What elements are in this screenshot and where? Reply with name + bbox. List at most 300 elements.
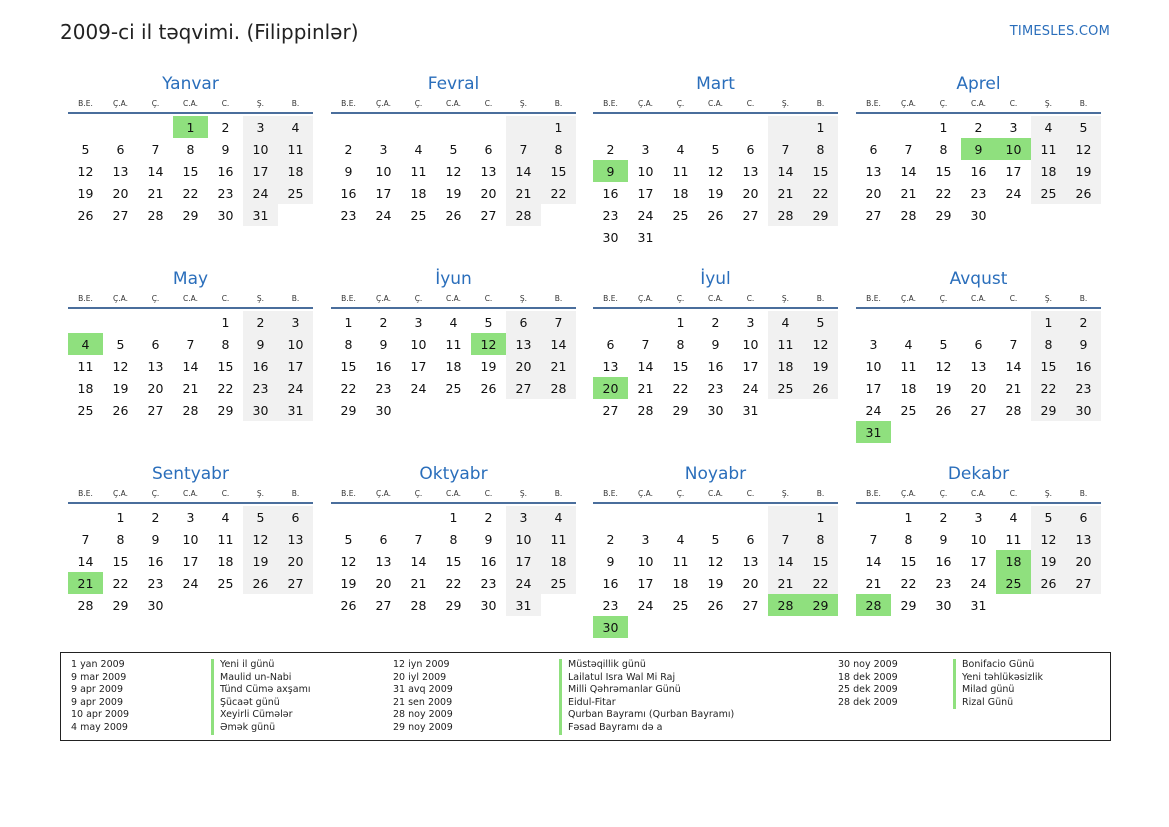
holiday-date: 28 dek 2009 bbox=[838, 696, 898, 708]
day-cell: 7 bbox=[151, 141, 160, 157]
day-cell: 29 bbox=[672, 402, 689, 418]
day-cell: 21 bbox=[410, 575, 427, 591]
day-cell: 26 bbox=[243, 572, 278, 594]
day-cell: 25 bbox=[900, 402, 917, 418]
day-cell: 18 bbox=[900, 380, 917, 396]
day-cell: 18 bbox=[445, 358, 462, 374]
weekday-label: B. bbox=[291, 99, 300, 108]
holiday-name: Bonifacio Günü bbox=[953, 659, 1043, 672]
day-cell: 15 bbox=[217, 358, 234, 374]
day-cell: 19 bbox=[445, 185, 462, 201]
day-cell: 12 bbox=[1066, 138, 1101, 160]
weekday-label: Ş. bbox=[519, 99, 528, 108]
day-cell: 31 bbox=[742, 402, 759, 418]
day-cell: 8 bbox=[449, 531, 458, 547]
weekday-label: B.E. bbox=[866, 99, 881, 108]
weekday-label: Ç.A. bbox=[637, 489, 653, 498]
weekday-label: C. bbox=[484, 489, 493, 498]
month-4 bbox=[68, 269, 313, 421]
day-cell: 20 bbox=[865, 185, 882, 201]
empty-cell bbox=[366, 116, 401, 138]
weekday-label: C. bbox=[221, 99, 230, 108]
day-cell: 15 bbox=[803, 160, 838, 182]
holiday-date: 4 may 2009 bbox=[71, 721, 128, 733]
day-cell: 25 bbox=[768, 377, 803, 399]
day-cell: 23 bbox=[147, 575, 164, 591]
day-cell: 25 bbox=[410, 207, 427, 223]
day-cell: 2 bbox=[711, 314, 720, 330]
weekday-label: C.A. bbox=[445, 99, 461, 108]
day-cell: 16 bbox=[970, 163, 987, 179]
day-cell: 12 bbox=[707, 553, 724, 569]
day-cell: 8 bbox=[221, 336, 230, 352]
day-cell: 23 bbox=[480, 575, 497, 591]
day-cell: 4 bbox=[904, 336, 913, 352]
month-8 bbox=[68, 464, 313, 616]
day-cell: 15 bbox=[182, 163, 199, 179]
weekday-label: C. bbox=[746, 489, 755, 498]
day-cell: 27 bbox=[112, 207, 129, 223]
day-cell: 6 bbox=[151, 336, 160, 352]
weekday-label: B. bbox=[1079, 489, 1088, 498]
day-cell: 11 bbox=[1005, 531, 1022, 547]
day-cell: 18 bbox=[278, 160, 313, 182]
day-cell: 17 bbox=[410, 358, 427, 374]
day-cell: 27 bbox=[506, 377, 541, 399]
day-cell: 11 bbox=[541, 528, 576, 550]
holiday-day-cell: 28 bbox=[768, 594, 803, 616]
weekday-label: Ç.A. bbox=[375, 99, 391, 108]
day-cell: 5 bbox=[449, 141, 458, 157]
holiday-dates-col-2 bbox=[393, 659, 453, 735]
month-name: İyul bbox=[700, 269, 731, 289]
day-cell: 20 bbox=[742, 185, 759, 201]
day-cell: 8 bbox=[1031, 333, 1066, 355]
day-cell: 24 bbox=[865, 402, 882, 418]
day-cell: 11 bbox=[768, 333, 803, 355]
day-cell: 8 bbox=[541, 138, 576, 160]
day-cell: 12 bbox=[445, 163, 462, 179]
day-cell: 2 bbox=[606, 141, 615, 157]
weekday-label: B.E. bbox=[603, 294, 618, 303]
holiday-day-cell: 9 bbox=[593, 160, 628, 182]
day-cell: 22 bbox=[803, 572, 838, 594]
day-cell: 29 bbox=[900, 597, 917, 613]
weekday-label: B.E. bbox=[341, 99, 356, 108]
holiday-day-cell: 25 bbox=[996, 572, 1031, 594]
weekday-label: Ç. bbox=[414, 294, 423, 303]
day-cell: 5 bbox=[81, 141, 90, 157]
empty-cell bbox=[961, 311, 996, 333]
day-cell: 11 bbox=[77, 358, 94, 374]
day-cell: 19 bbox=[1031, 550, 1066, 572]
day-cell: 6 bbox=[506, 311, 541, 333]
holiday-names-col-3 bbox=[953, 659, 1043, 709]
day-cell: 17 bbox=[970, 553, 987, 569]
days-grid bbox=[331, 116, 576, 226]
weekday-label: B. bbox=[554, 294, 563, 303]
holiday-name: Rizal Günü bbox=[953, 697, 1043, 710]
day-cell: 4 bbox=[676, 531, 685, 547]
day-cell: 28 bbox=[182, 402, 199, 418]
weekday-label: B. bbox=[1079, 294, 1088, 303]
day-cell: 17 bbox=[243, 160, 278, 182]
day-cell: 18 bbox=[672, 575, 689, 591]
day-cell: 17 bbox=[637, 575, 654, 591]
empty-cell bbox=[926, 311, 961, 333]
day-cell: 22 bbox=[445, 575, 462, 591]
weekday-header bbox=[331, 98, 576, 114]
weekday-header bbox=[856, 488, 1101, 504]
day-cell: 5 bbox=[711, 531, 720, 547]
day-cell: 16 bbox=[602, 575, 619, 591]
day-cell: 1 bbox=[221, 314, 230, 330]
weekday-label: Ş. bbox=[256, 99, 265, 108]
day-cell: 22 bbox=[900, 575, 917, 591]
day-cell: 3 bbox=[869, 336, 878, 352]
weekday-label: Ş. bbox=[519, 294, 528, 303]
holiday-date: 20 iyl 2009 bbox=[393, 671, 447, 683]
weekday-label: B. bbox=[1079, 99, 1088, 108]
weekday-label: C.A. bbox=[445, 489, 461, 498]
day-cell: 25 bbox=[77, 402, 94, 418]
day-cell: 29 bbox=[217, 402, 234, 418]
day-cell: 28 bbox=[1005, 402, 1022, 418]
day-cell: 25 bbox=[672, 597, 689, 613]
day-cell: 23 bbox=[340, 207, 357, 223]
empty-cell bbox=[593, 311, 628, 333]
day-cell: 19 bbox=[77, 185, 94, 201]
day-cell: 19 bbox=[707, 575, 724, 591]
day-cell: 6 bbox=[1066, 506, 1101, 528]
day-cell: 28 bbox=[410, 597, 427, 613]
weekday-label: B. bbox=[291, 294, 300, 303]
empty-cell bbox=[366, 506, 401, 528]
day-cell: 22 bbox=[803, 182, 838, 204]
day-cell: 8 bbox=[939, 141, 948, 157]
day-cell: 23 bbox=[602, 597, 619, 613]
holiday-name: Milad günü bbox=[953, 684, 1043, 697]
weekday-label: Ş. bbox=[781, 294, 790, 303]
day-cell: 17 bbox=[375, 185, 392, 201]
empty-cell bbox=[663, 116, 698, 138]
day-cell: 23 bbox=[1066, 377, 1101, 399]
day-cell: 12 bbox=[1031, 528, 1066, 550]
day-cell: 3 bbox=[414, 314, 423, 330]
day-cell: 7 bbox=[541, 311, 576, 333]
day-cell: 29 bbox=[182, 207, 199, 223]
day-cell: 1 bbox=[676, 314, 685, 330]
day-cell: 13 bbox=[602, 358, 619, 374]
empty-cell bbox=[768, 506, 803, 528]
month-6 bbox=[593, 269, 838, 421]
day-cell: 16 bbox=[147, 553, 164, 569]
holiday-day-cell: 31 bbox=[856, 421, 891, 443]
day-cell: 7 bbox=[186, 336, 195, 352]
day-cell: 13 bbox=[742, 163, 759, 179]
holiday-date: 18 dek 2009 bbox=[838, 671, 898, 683]
month-name: Dekabr bbox=[947, 464, 1010, 484]
month-name: Yanvar bbox=[162, 74, 219, 94]
day-cell: 14 bbox=[768, 550, 803, 572]
day-cell: 4 bbox=[676, 141, 685, 157]
day-cell: 24 bbox=[375, 207, 392, 223]
day-cell: 30 bbox=[375, 402, 392, 418]
weekday-label: Ş. bbox=[1044, 489, 1053, 498]
weekday-label: C.A. bbox=[182, 489, 198, 498]
day-cell: 1 bbox=[803, 116, 838, 138]
empty-cell bbox=[593, 506, 628, 528]
day-cell: 3 bbox=[641, 531, 650, 547]
day-cell: 2 bbox=[484, 509, 493, 525]
weekday-label: Ç.A. bbox=[637, 99, 653, 108]
day-cell: 23 bbox=[707, 380, 724, 396]
weekday-label: Ç. bbox=[939, 294, 948, 303]
day-cell: 13 bbox=[1066, 528, 1101, 550]
weekday-label: B. bbox=[816, 294, 825, 303]
holiday-day-cell: 29 bbox=[803, 594, 838, 616]
day-cell: 2 bbox=[344, 141, 353, 157]
day-cell: 19 bbox=[340, 575, 357, 591]
day-cell: 10 bbox=[182, 531, 199, 547]
day-cell: 1 bbox=[939, 119, 948, 135]
day-cell: 28 bbox=[900, 207, 917, 223]
day-cell: 1 bbox=[541, 116, 576, 138]
weekday-label: C.A. bbox=[707, 489, 723, 498]
day-cell: 22 bbox=[182, 185, 199, 201]
day-cell: 8 bbox=[803, 528, 838, 550]
site-link[interactable]: TIMESLES.COM bbox=[1009, 24, 1110, 39]
day-cell: 16 bbox=[375, 358, 392, 374]
holiday-dates-col-1 bbox=[71, 659, 129, 735]
day-cell: 5 bbox=[116, 336, 125, 352]
weekday-label: B.E. bbox=[866, 294, 881, 303]
empty-cell bbox=[401, 116, 436, 138]
day-cell: 16 bbox=[217, 163, 234, 179]
day-cell: 25 bbox=[278, 182, 313, 204]
day-cell: 13 bbox=[865, 163, 882, 179]
day-cell: 6 bbox=[484, 141, 493, 157]
day-cell: 24 bbox=[970, 575, 987, 591]
day-cell: 5 bbox=[344, 531, 353, 547]
weekday-header bbox=[68, 98, 313, 114]
day-cell: 26 bbox=[445, 207, 462, 223]
day-cell: 30 bbox=[217, 207, 234, 223]
day-cell: 21 bbox=[900, 185, 917, 201]
empty-cell bbox=[768, 116, 803, 138]
empty-cell bbox=[68, 311, 103, 333]
days-grid bbox=[68, 116, 313, 226]
day-cell: 22 bbox=[935, 185, 952, 201]
holiday-name: Tünd Cümə axşamı bbox=[211, 684, 310, 697]
day-cell: 24 bbox=[506, 572, 541, 594]
day-cell: 16 bbox=[340, 185, 357, 201]
day-cell: 2 bbox=[151, 509, 160, 525]
day-cell: 15 bbox=[340, 358, 357, 374]
holiday-day-cell: 28 bbox=[856, 594, 891, 616]
day-cell: 2 bbox=[606, 531, 615, 547]
day-cell: 1 bbox=[344, 314, 353, 330]
day-cell: 21 bbox=[147, 185, 164, 201]
day-cell: 13 bbox=[506, 333, 541, 355]
weekday-label: C. bbox=[484, 294, 493, 303]
day-cell: 10 bbox=[742, 336, 759, 352]
day-cell: 24 bbox=[182, 575, 199, 591]
day-cell: 19 bbox=[935, 380, 952, 396]
day-cell: 16 bbox=[602, 185, 619, 201]
day-cell: 27 bbox=[480, 207, 497, 223]
day-cell: 24 bbox=[410, 380, 427, 396]
day-cell: 13 bbox=[742, 553, 759, 569]
day-cell: 15 bbox=[112, 553, 129, 569]
day-cell: 22 bbox=[672, 380, 689, 396]
holiday-day-cell: 1 bbox=[173, 116, 208, 138]
day-cell: 7 bbox=[768, 528, 803, 550]
day-cell: 12 bbox=[243, 528, 278, 550]
day-cell: 30 bbox=[480, 597, 497, 613]
day-cell: 20 bbox=[1066, 550, 1101, 572]
month-1 bbox=[331, 74, 576, 226]
day-cell: 5 bbox=[1066, 116, 1101, 138]
day-cell: 10 bbox=[243, 138, 278, 160]
day-cell: 19 bbox=[707, 185, 724, 201]
day-cell: 23 bbox=[602, 207, 619, 223]
day-cell: 1 bbox=[803, 506, 838, 528]
weekday-label: C. bbox=[1009, 489, 1018, 498]
day-cell: 20 bbox=[506, 355, 541, 377]
month-name: Fevral bbox=[427, 74, 480, 94]
day-cell: 24 bbox=[278, 377, 313, 399]
day-cell: 15 bbox=[445, 553, 462, 569]
days-grid bbox=[68, 311, 313, 421]
day-cell: 27 bbox=[602, 402, 619, 418]
day-cell: 3 bbox=[974, 509, 983, 525]
empty-cell bbox=[471, 116, 506, 138]
empty-cell bbox=[173, 311, 208, 333]
weekday-label: Ç. bbox=[151, 99, 160, 108]
day-cell: 22 bbox=[217, 380, 234, 396]
day-cell: 14 bbox=[1005, 358, 1022, 374]
day-cell: 23 bbox=[970, 185, 987, 201]
day-cell: 18 bbox=[672, 185, 689, 201]
day-cell: 27 bbox=[742, 207, 759, 223]
day-cell: 5 bbox=[484, 314, 493, 330]
day-cell: 18 bbox=[77, 380, 94, 396]
day-cell: 22 bbox=[1031, 377, 1066, 399]
weekday-label: Ç.A. bbox=[375, 294, 391, 303]
day-cell: 11 bbox=[1031, 138, 1066, 160]
day-cell: 30 bbox=[243, 399, 278, 421]
holiday-day-cell: 18 bbox=[996, 550, 1031, 572]
day-cell: 15 bbox=[803, 550, 838, 572]
day-cell: 8 bbox=[116, 531, 125, 547]
day-cell: 14 bbox=[182, 358, 199, 374]
day-cell: 29 bbox=[340, 402, 357, 418]
day-cell: 13 bbox=[278, 528, 313, 550]
day-cell: 3 bbox=[186, 509, 195, 525]
day-cell: 16 bbox=[480, 553, 497, 569]
empty-cell bbox=[628, 506, 663, 528]
holiday-date: 25 dek 2009 bbox=[838, 684, 898, 696]
day-cell: 16 bbox=[243, 355, 278, 377]
day-cell: 15 bbox=[672, 358, 689, 374]
weekday-label: Ç.A. bbox=[900, 99, 916, 108]
weekday-label: C.A. bbox=[707, 99, 723, 108]
holiday-day-cell: 10 bbox=[996, 138, 1031, 160]
day-cell: 4 bbox=[541, 506, 576, 528]
day-cell: 25 bbox=[445, 380, 462, 396]
day-cell: 30 bbox=[935, 597, 952, 613]
month-0 bbox=[68, 74, 313, 226]
weekday-label: C. bbox=[484, 99, 493, 108]
month-2 bbox=[593, 74, 838, 248]
day-cell: 3 bbox=[746, 314, 755, 330]
days-grid bbox=[593, 506, 838, 638]
month-3 bbox=[856, 74, 1101, 226]
holiday-name: Xeyirli Cümələr bbox=[211, 709, 310, 722]
day-cell: 4 bbox=[1031, 116, 1066, 138]
day-cell: 10 bbox=[865, 358, 882, 374]
day-cell: 10 bbox=[970, 531, 987, 547]
weekday-label: Ç. bbox=[676, 294, 685, 303]
weekday-label: B. bbox=[554, 489, 563, 498]
day-cell: 7 bbox=[414, 531, 423, 547]
day-cell: 19 bbox=[112, 380, 129, 396]
day-cell: 25 bbox=[672, 207, 689, 223]
holiday-name: Eidul-Fitar bbox=[559, 697, 734, 710]
day-cell: 8 bbox=[676, 336, 685, 352]
day-cell: 26 bbox=[935, 402, 952, 418]
day-cell: 6 bbox=[379, 531, 388, 547]
month-name: Avqust bbox=[949, 269, 1008, 289]
day-cell: 5 bbox=[243, 506, 278, 528]
day-cell: 31 bbox=[506, 594, 541, 616]
day-cell: 2 bbox=[221, 119, 230, 135]
day-cell: 7 bbox=[869, 531, 878, 547]
day-cell: 30 bbox=[602, 229, 619, 245]
day-cell: 26 bbox=[480, 380, 497, 396]
day-cell: 13 bbox=[112, 163, 129, 179]
day-cell: 26 bbox=[1066, 182, 1101, 204]
weekday-label: C. bbox=[221, 489, 230, 498]
day-cell: 9 bbox=[243, 333, 278, 355]
day-cell: 17 bbox=[637, 185, 654, 201]
day-cell: 15 bbox=[1031, 355, 1066, 377]
holiday-names-col-1 bbox=[211, 659, 310, 735]
weekday-header bbox=[856, 98, 1101, 114]
weekday-header bbox=[593, 488, 838, 504]
empty-cell bbox=[68, 116, 103, 138]
day-cell: 8 bbox=[803, 138, 838, 160]
day-cell: 7 bbox=[641, 336, 650, 352]
day-cell: 2 bbox=[974, 119, 983, 135]
day-cell: 15 bbox=[900, 553, 917, 569]
weekday-header bbox=[856, 293, 1101, 309]
day-cell: 13 bbox=[480, 163, 497, 179]
weekday-label: Ş. bbox=[519, 489, 528, 498]
day-cell: 26 bbox=[1031, 572, 1066, 594]
day-cell: 1 bbox=[116, 509, 125, 525]
day-cell: 1 bbox=[904, 509, 913, 525]
weekday-label: C.A. bbox=[182, 294, 198, 303]
month-9 bbox=[331, 464, 576, 616]
day-cell: 31 bbox=[970, 597, 987, 613]
day-cell: 3 bbox=[641, 141, 650, 157]
day-cell: 28 bbox=[77, 597, 94, 613]
day-cell: 29 bbox=[935, 207, 952, 223]
holiday-name: Qurban Bayramı (Qurban Bayramı) bbox=[559, 709, 734, 722]
weekday-label: Ç. bbox=[939, 489, 948, 498]
